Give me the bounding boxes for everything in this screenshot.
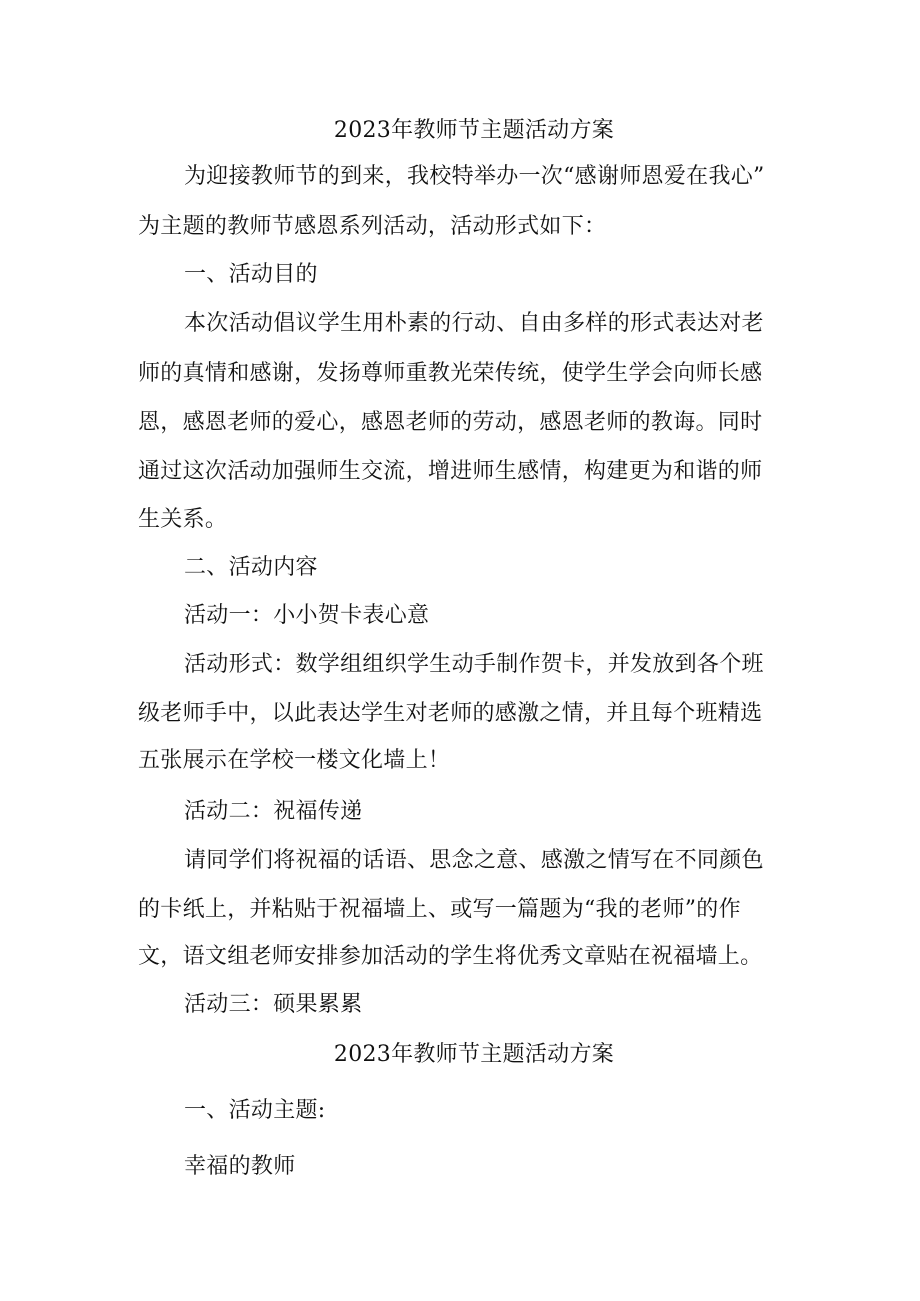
theme-text: 幸福的教师 xyxy=(184,1154,296,1179)
section-heading-content: 二、活动内容 xyxy=(184,555,318,580)
activity-1-line-3: 五张展示在学校一楼文化墙上！ xyxy=(138,748,451,773)
activity-2-line-3: 文，语文组老师安排参加活动的学生将优秀文章贴在祝福墙上。 xyxy=(138,944,763,969)
activity-2-title: 活动二：祝福传递 xyxy=(184,799,363,824)
purpose-line-2: 师的真情和感谢，发扬尊师重教光荣传统，使学生学会向师长感 xyxy=(138,361,763,386)
intro-line-2: 为主题的教师节感恩系列活动，活动形式如下： xyxy=(138,214,607,239)
activity-1-line-2: 级老师手中，以此表达学生对老师的感激之情，并且每个班精选 xyxy=(138,701,763,726)
second-document-title: 2023年教师节主题活动方案 xyxy=(333,1042,615,1067)
purpose-line-3: 恩，感恩老师的爱心，感恩老师的劳动，感恩老师的教诲。同时 xyxy=(138,410,763,435)
activity-1-line-1: 活动形式：数学组组织学生动手制作贺卡，并发放到各个班 xyxy=(184,652,764,677)
section-heading-theme: 一、活动主题: xyxy=(184,1098,326,1123)
section-heading-purpose: 一、活动目的 xyxy=(184,262,318,287)
intro-line-1: 为迎接教师节的到来，我校特举办一次“感谢师恩爱在我心” xyxy=(184,164,765,189)
purpose-line-1: 本次活动倡议学生用朴素的行动、自由多样的形式表达对老 xyxy=(184,311,764,336)
activity-2-line-2: 的卡纸上，并粘贴于祝福墙上、或写一篇题为“我的老师”的作 xyxy=(138,897,741,922)
activity-1-title: 活动一：小小贺卡表心意 xyxy=(184,603,430,628)
document-page xyxy=(138,0,810,1301)
activity-2-line-1: 请同学们将祝福的话语、思念之意、感激之情写在不同颜色 xyxy=(184,848,764,873)
purpose-line-4: 通过这次活动加强师生交流，增进师生感情，构建更为和谐的师 xyxy=(138,459,763,484)
purpose-line-5: 生关系。 xyxy=(138,507,228,532)
document-title: 2023年教师节主题活动方案 xyxy=(333,118,615,143)
activity-3-title: 活动三：硕果累累 xyxy=(184,992,363,1017)
